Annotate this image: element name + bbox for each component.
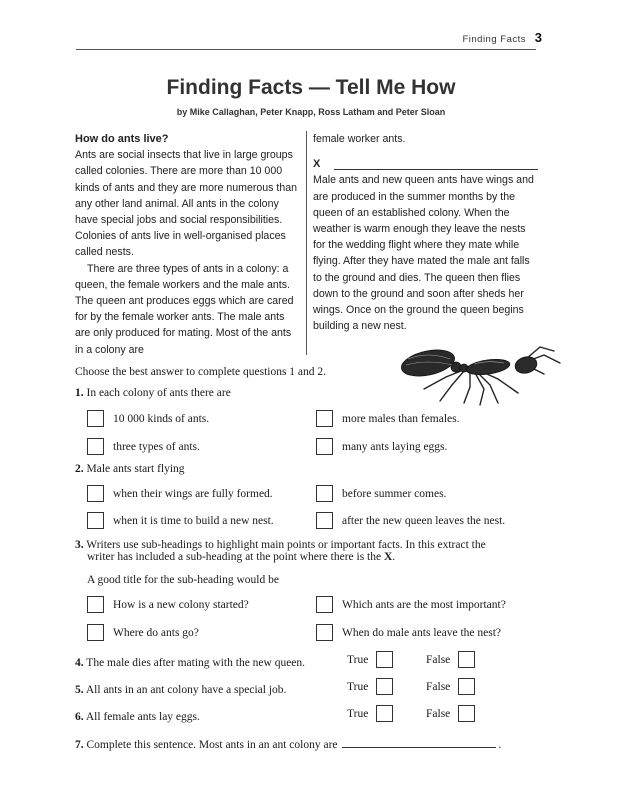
question-7-text: Complete this sentence. Most ants in an ant colony are: [86, 739, 338, 751]
q2-option-d-checkbox[interactable]: [316, 512, 333, 529]
question-3-x: X: [383, 551, 393, 563]
q3-option-d-label: When do male ants leave the nest?: [342, 626, 502, 639]
question-3: [75, 539, 545, 563]
x-marker: X: [313, 158, 321, 171]
q5-false-label: False: [426, 680, 451, 693]
q2-option-d[interactable]: [316, 512, 505, 529]
question-4-text: The male dies after mating with the new queen.: [86, 657, 306, 669]
question-5-number: 5.: [75, 684, 84, 696]
running-head-text: Finding Facts: [462, 34, 526, 45]
article-left-column: [75, 131, 301, 358]
q1-option-d-checkbox[interactable]: [316, 438, 333, 455]
q6-false-checkbox[interactable]: [458, 705, 475, 722]
q3-option-b-label: Which ants are the most important?: [342, 598, 506, 611]
column-divider: [306, 131, 307, 355]
ant-illustration: [394, 341, 562, 407]
q5-false-checkbox[interactable]: [458, 678, 475, 695]
q3-option-d-checkbox[interactable]: [316, 624, 333, 641]
q2-option-b-checkbox[interactable]: [316, 485, 333, 502]
page-number: 3: [534, 30, 542, 45]
q3-option-a-label: How is a new colony started?: [113, 598, 249, 611]
q5-true-label: True: [347, 680, 369, 693]
article-paragraph-2: There are three types of ants in a colony: a queen, the female workers and the male ants. The queen ant produces eggs which are cared for by the female worker ants. The male ants are only produced for mating. Most of the ants in a colony are: [75, 262, 294, 356]
q1-option-c-label: three types of ants.: [113, 440, 200, 453]
subheading-placeholder: [313, 156, 538, 172]
question-4: [75, 657, 305, 669]
article-right-column: [313, 131, 538, 334]
q4-false-checkbox[interactable]: [458, 651, 475, 668]
q3-option-c-label: Where do ants go?: [113, 626, 199, 639]
q4-true[interactable]: [347, 651, 393, 668]
q2-option-c-checkbox[interactable]: [87, 512, 104, 529]
q2-option-a-label: when their wings are fully formed.: [113, 487, 273, 500]
q1-option-b-checkbox[interactable]: [316, 410, 333, 427]
q3-option-c[interactable]: [87, 624, 199, 641]
question-1: [75, 387, 231, 399]
question-3-period: .: [392, 551, 396, 563]
question-7-answer-blank[interactable]: [342, 738, 496, 748]
q2-option-a-checkbox[interactable]: [87, 485, 104, 502]
article-subheading: How do ants live?: [75, 133, 169, 145]
question-6: [75, 711, 200, 723]
q2-option-b[interactable]: [316, 485, 446, 502]
q1-option-a[interactable]: [87, 410, 209, 427]
question-5-text: All ants in an ant colony have a special job.: [85, 684, 287, 696]
question-3-line-2: writer has included a sub-heading at the point where there is the: [87, 551, 382, 563]
q6-true-label: True: [347, 707, 369, 720]
question-1-number: 1.: [75, 387, 84, 399]
question-4-number: 4.: [75, 657, 84, 669]
q1-option-a-label: 10 000 kinds of ants.: [113, 412, 210, 425]
q1-option-c[interactable]: [87, 438, 200, 455]
q3-option-d[interactable]: [316, 624, 501, 641]
article-paragraph-3: Male ants and new queen ants have wings and are produced in the summer months by the queen of an established colony. When the weather is warm enough they leave the nests for the wedding flight where they mate while flying. After they have mated the male ant falls to the ground and dies. The queen then flies down to the ground and soon after sheds her wings. Once on the ground the queen begins building a new nest.: [313, 174, 534, 333]
running-head: [76, 30, 542, 50]
article-continuation: female worker ants.: [313, 133, 406, 145]
q3-option-a[interactable]: [87, 596, 249, 613]
q2-option-c-label: when it is time to build a new nest.: [113, 514, 274, 527]
q3-option-a-checkbox[interactable]: [87, 596, 104, 613]
q1-option-d[interactable]: [316, 438, 447, 455]
q2-option-b-label: before summer comes.: [342, 487, 447, 500]
article-paragraph-1: Ants are social insects that live in large groups called colonies. There are more than 10 000 kinds of ants and they are more numerous than any other land animal. All ants in the colony have special jobs and social responsibilities. Colonies of ants live in well-organised places called nests.: [75, 149, 298, 259]
q5-false[interactable]: [426, 678, 475, 695]
question-2-number: 2.: [75, 463, 84, 475]
question-6-text: All female ants lay eggs.: [85, 711, 200, 723]
q6-true-checkbox[interactable]: [376, 705, 393, 722]
q3-option-c-checkbox[interactable]: [87, 624, 104, 641]
q1-option-a-checkbox[interactable]: [87, 410, 104, 427]
question-7-end: .: [498, 739, 502, 751]
q3-option-b-checkbox[interactable]: [316, 596, 333, 613]
question-3-number: 3.: [75, 539, 84, 551]
question-1-text: In each colony of ants there are: [86, 387, 231, 399]
q6-true[interactable]: [347, 705, 393, 722]
question-7: [75, 738, 501, 751]
q6-false-label: False: [426, 707, 451, 720]
q3-option-b[interactable]: [316, 596, 506, 613]
q2-option-a[interactable]: [87, 485, 273, 502]
question-3-line-1: Writers use sub-headings to highlight main points or important facts. In this extract the: [86, 539, 486, 551]
q4-false[interactable]: [426, 651, 475, 668]
q1-option-b-label: more males than females.: [342, 412, 460, 425]
question-5: [75, 684, 286, 696]
byline: by Mike Callaghan, Peter Knapp, Ross Latham and Peter Sloan: [176, 107, 446, 117]
question-2: [75, 463, 185, 475]
q5-true-checkbox[interactable]: [376, 678, 393, 695]
q1-option-b[interactable]: [316, 410, 460, 427]
question-2-text: Male ants start flying: [86, 463, 185, 475]
page-title: Finding Facts — Tell Me How: [166, 76, 456, 99]
q1-option-d-label: many ants laying eggs.: [342, 440, 448, 453]
q4-true-label: True: [347, 653, 369, 666]
question-3-prompt: A good title for the sub-heading would be: [87, 574, 279, 586]
question-7-number: 7.: [75, 739, 84, 751]
q5-true[interactable]: [347, 678, 393, 695]
q2-option-d-label: after the new queen leaves the nest.: [342, 514, 506, 527]
q1-option-c-checkbox[interactable]: [87, 438, 104, 455]
question-6-number: 6.: [75, 711, 84, 723]
q4-false-label: False: [426, 653, 451, 666]
q4-true-checkbox[interactable]: [376, 651, 393, 668]
subheading-blank-line: [334, 159, 538, 170]
q2-option-c[interactable]: [87, 512, 274, 529]
q6-false[interactable]: [426, 705, 475, 722]
instruction-text: Choose the best answer to complete questions 1 and 2.: [75, 366, 327, 378]
